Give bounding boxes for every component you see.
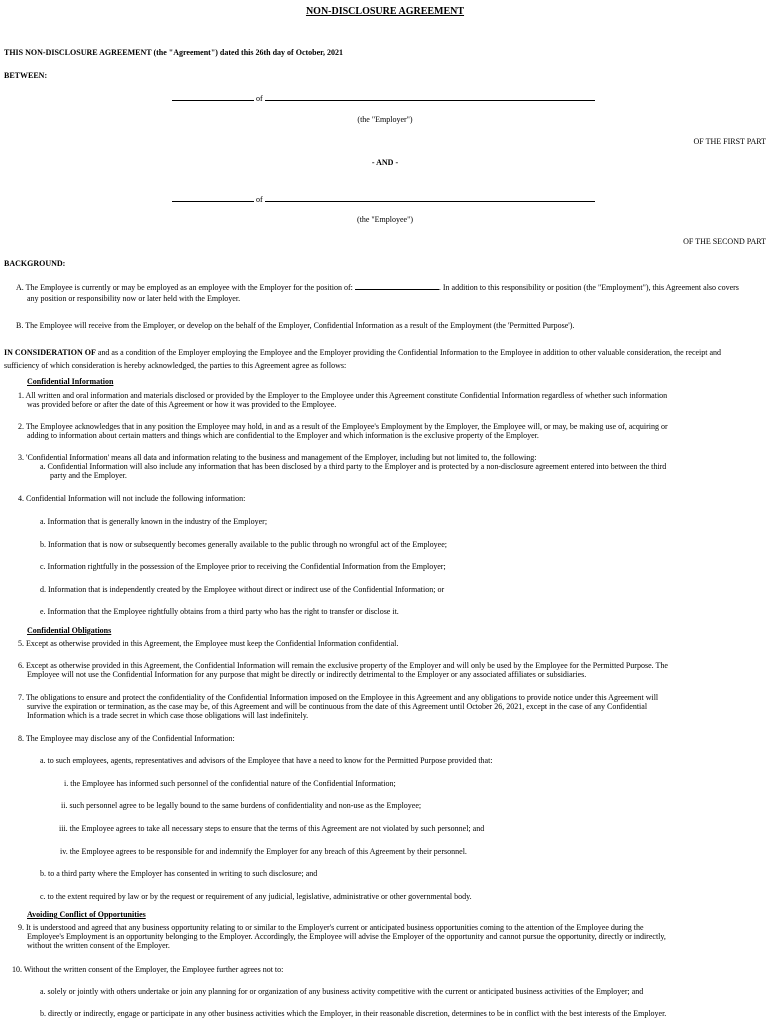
consideration-line2: sufficiency of which consideration is hereby acknowledged, the parties to this Agreement agree as follows: — [4, 361, 347, 370]
clause-9-line2: Employee's Employment is an opportunity belonging to the Employer. Accordingly, the Employee will advise the Employer of the opportunity and cannot pursue the opportunity, directly or indirectly, — [27, 932, 666, 941]
first-part-label: OF THE FIRST PART — [693, 137, 766, 146]
clause-1-line2: was provided before or after the date of this Agreement or how it was provided to the Employee. — [27, 400, 337, 409]
employer-label: (the "Employer") — [357, 115, 413, 124]
and-separator: - AND - — [371, 158, 399, 167]
of-word: of — [256, 195, 263, 204]
employer-name-row — [172, 92, 595, 103]
consideration-heading: IN CONSIDERATION OF — [4, 348, 96, 357]
clause-10b: b. directly or indirectly, engage or participate in any other business activities which the Employer, in their reasonable discretion, determines to be in conflict with the best interests of the Employer. — [40, 1009, 667, 1018]
clause-2-line2: adding to information about certain matters and things which are confidential to the Employer and which information is the exclusive property of the Employer. — [27, 431, 539, 440]
section-confidential-information: Confidential Information — [27, 377, 114, 386]
clause-8a-ii: ii. such personnel agree to be legally bound to the same burdens of confidentiality and non-use as the Employee; — [61, 801, 422, 810]
clause-7-line1: 7. The obligations to ensure and protect the confidentiality of the Confidential Information imposed on the Employee in this Agreement and any obligations to provide notice under this Agreement will — [18, 693, 659, 702]
employee-name-row — [172, 193, 595, 204]
clause-8: 8. The Employee may disclose any of the Confidential Information: — [18, 734, 235, 743]
of-word: of — [256, 94, 263, 103]
clause-7-line2: survive the expiration or termination, as the case may be, of this Agreement and will be continuous from the date of this Agreement until October 26, 2021, except in the case of any Confidential — [27, 702, 648, 711]
clause-2-line1: 2. The Employee acknowledges that in any position the Employee may hold, in and as a result of the Employee's Employment by the Employer, the Employee will, or may, be making use of, acquiring or — [18, 422, 668, 431]
clause-9-line1: 9. It is understood and agreed that any business opportunity relating to or similar to the Employer's current or anticipated business opportunities coming to the attention of the Employee during the — [18, 923, 644, 932]
clause-6-line2: Employee will not use the Confidential Information for any purpose that might be directly or indirectly detrimental to the Employer or any associated affiliates or subsidiaries. — [27, 670, 587, 679]
between-label: BETWEEN: — [4, 71, 48, 80]
clause-9-line3: without the written consent of the Employer. — [27, 941, 170, 950]
clause-8b: b. to a third party where the Employer has consented in writing to such disclosure; and — [40, 869, 318, 878]
clause-8a-i: i. the Employee has informed such personnel of the confidential nature of the Confidential Information; — [64, 779, 396, 788]
clause-4a: a. Information that is generally known in the industry of the Employer; — [40, 517, 268, 526]
background-a-prefix: A. The Employee is currently or may be employed as an employee with the Employer for the position of: — [16, 283, 353, 292]
employee-label: (the "Employee") — [356, 215, 414, 224]
section-confidential-obligations: Confidential Obligations — [27, 626, 112, 635]
clause-8a-iii: iii. the Employee agrees to take all necessary steps to ensure that the terms of this Agreement are not violated by such personnel; and — [59, 824, 485, 833]
clause-4c: c. Information rightfully in the possession of the Employee prior to receiving the Confidential Information from the Employer; — [40, 562, 446, 571]
section-avoiding-conflict: Avoiding Conflict of Opportunities — [27, 910, 146, 919]
background-a-suffix: . In addition to this responsibility or position (the "Employment"), this Agreement also covers — [438, 283, 739, 292]
position-blank[interactable] — [355, 281, 439, 290]
clause-7-line3: Information which is a trade secret in which case those obligations will last indefinitely. — [27, 711, 309, 720]
employee-name-blank[interactable] — [172, 193, 254, 202]
clause-5: 5. Except as otherwise provided in this Agreement, the Employee must keep the Confidential Information confidential. — [18, 639, 399, 648]
agreement-intro: THIS NON-DISCLOSURE AGREEMENT (the "Agreement") dated this 26th day of October, 2021 — [4, 48, 343, 57]
clause-4e: e. Information that the Employee rightfully obtains from a third party who has the right to transfer or disclose it. — [40, 607, 399, 616]
clause-4b: b. Information that is now or subsequently becomes generally available to the public through no wrongful act of the Employee; — [40, 540, 448, 549]
clause-10a: a. solely or jointly with others undertake or join any planning for or organization of any business activity competitive with the current or anticipated business activities of the Employer; and — [40, 987, 644, 996]
employee-address-blank[interactable] — [265, 193, 595, 202]
clause-8c: c. to the extent required by law or by the request or requirement of any judicial, legislative, administrative or other governmental body. — [40, 892, 472, 901]
clause-4: 4. Confidential Information will not include the following information: — [18, 494, 246, 503]
clause-8a: a. to such employees, agents, representatives and advisors of the Employee that have a need to know for the Permitted Purpose provided that: — [40, 756, 493, 765]
clause-3a-line2: party and the Employer. — [50, 471, 127, 480]
clause-8a-iv: iv. the Employee agrees to be responsible for and indemnify the Employer for any breach of this Agreement by their personnel. — [60, 847, 467, 856]
clause-3a-line1: a. Confidential Information will also include any information that has been disclosed by a third party to the Employer and is protected by a non-disclosure agreement entered into between the third — [40, 462, 667, 471]
clause-10: 10. Without the written consent of the Employer, the Employee further agrees not to: — [12, 965, 284, 974]
second-part-label: OF THE SECOND PART — [683, 237, 766, 246]
background-a-line2: any position or responsibility now or later held with the Employer. — [27, 294, 241, 303]
consideration-text: and as a condition of the Employer employing the Employee and the Employer providing the Confidential Information to the Employee in addition to other valuable consideration, the receipt and — [95, 348, 722, 357]
background-b: B. The Employee will receive from the Employer, or develop on the behalf of the Employer, Confidential Information as a result of the Employment (the 'Permitted Purpose'). — [16, 321, 575, 330]
clause-1-line1: 1. All written and oral information and materials disclosed or provided by the Employer to the Employee under this Agreement constitute Confidential Information regardless of whether such information — [18, 391, 668, 400]
clause-6-line1: 6. Except as otherwise provided in this Agreement, the Confidential Information will remain the exclusive property of the Employer and will only be used by the Employee for the Permitted Purpose. The — [18, 661, 668, 670]
employer-address-blank[interactable] — [265, 92, 595, 101]
consideration-line1 — [4, 348, 721, 357]
background-heading: BACKGROUND: — [4, 259, 66, 268]
clause-3-line1: 3. 'Confidential Information' means all data and information relating to the business and management of the Employer, including but not limited to, the following: — [18, 453, 537, 462]
employer-name-blank[interactable] — [172, 92, 254, 101]
background-a-line1 — [16, 281, 739, 292]
clause-4d: d. Information that is independently created by the Employee without direct or indirect use of the Confidential Information; or — [40, 585, 445, 594]
document-title: NON-DISCLOSURE AGREEMENT — [305, 6, 465, 17]
